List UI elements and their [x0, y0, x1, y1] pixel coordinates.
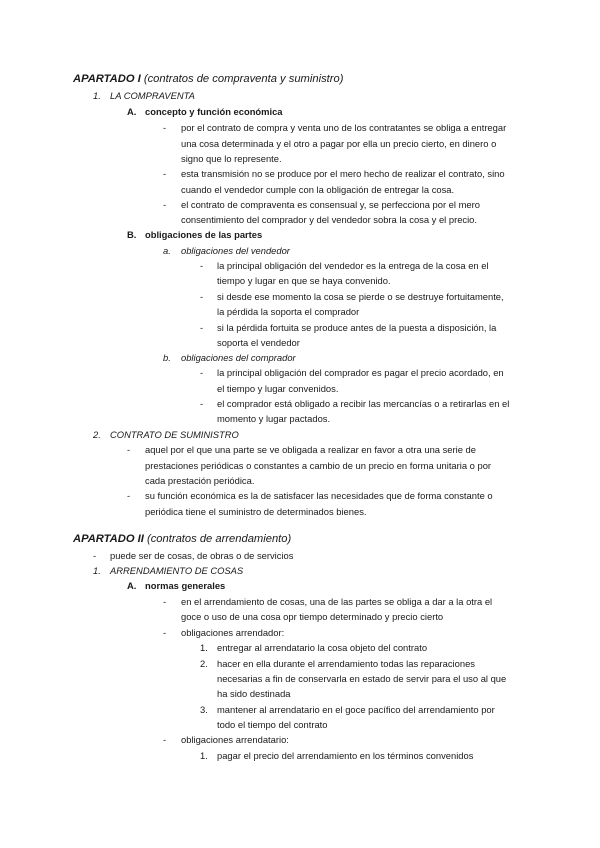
paragraph-line: todo el tiempo del contrato [217, 719, 328, 730]
subsection-b-letter: B. [127, 229, 137, 240]
paragraph-line: el contrato de compraventa es consensual y, se perfecciona por el mero [181, 199, 480, 210]
paragraph-line: la pérdida la soporta el comprador [217, 306, 360, 317]
paragraph-line: soporta el vendedor [217, 337, 300, 348]
bullet-dash: - [200, 367, 204, 378]
paragraph-line: cada prestación periódica. [145, 475, 255, 486]
section-2-number: 2. [93, 429, 101, 440]
section-1-title: ARRENDAMIENTO DE COSAS [110, 565, 244, 576]
subsection-a-title: normas generales [145, 580, 226, 591]
list-number: 2. [200, 658, 208, 669]
paragraph-line: hacer en ella durante el arrendamiento todas las reparaciones [217, 658, 475, 669]
bullet-dash: - [127, 490, 131, 501]
paragraph-line: cuando el vendedor cumple con la obligación de entregar la cosa. [181, 184, 455, 195]
list-number: 3. [200, 704, 208, 715]
bullet-dash: - [163, 122, 167, 133]
paragraph-line: una cosa determinada y el otro a pagar por ella un precio cierto, en dinero o [181, 138, 497, 149]
paragraph-line: goce o uso de una cosa opr tiempo determinado y precio cierto [181, 611, 444, 622]
bullet-dash: - [200, 398, 204, 409]
bullet-dash: - [93, 550, 97, 561]
bullet-dash: - [163, 596, 167, 607]
bullet-dash: - [163, 734, 167, 745]
subsection-a-letter: A. [127, 106, 137, 117]
section-1-number: 1. [93, 90, 101, 101]
item-b-title: obligaciones del comprador [181, 352, 296, 363]
paragraph-line: la principal obligación del comprador es pagar el precio acordado, en [217, 367, 504, 378]
paragraph-line: periódica tiene el suministro de determinados bienes. [145, 506, 367, 517]
bullet-dash: - [163, 168, 167, 179]
paragraph-line: aquel por el que una parte se ve obligada a realizar en favor a otra una serie de [145, 444, 476, 455]
bullet-dash: - [200, 322, 204, 333]
paragraph-line: necesarias a fin de conservarla en estado de servir para el uso al que [217, 673, 507, 684]
bullet-dash: - [200, 260, 204, 271]
list-number: 1. [200, 642, 208, 653]
paragraph-line: pagar el precio del arrendamiento en los términos convenidos [217, 750, 474, 761]
paragraph-line: ha sido destinada [217, 688, 291, 699]
paragraph-line: mantener al arrendatario en el goce pacífico del arrendamiento por [217, 704, 495, 715]
paragraph-line: obligaciones arrendatario: [181, 734, 289, 745]
list-number: 1. [200, 750, 208, 761]
paragraph-line: esta transmisión no se produce por el mero hecho de realizar el contrato, sino [181, 168, 505, 179]
section-1-title: LA COMPRAVENTA [110, 90, 195, 101]
item-b-letter: b. [163, 352, 171, 363]
subsection-b-title: obligaciones de las partes [145, 229, 263, 240]
bullet-dash: - [163, 627, 167, 638]
paragraph-line: su función económica es la de satisfacer las necesidades que de forma constante o [145, 490, 493, 501]
paragraph-line: el comprador está obligado a recibir las mercancías o a retirarlas en el [217, 398, 510, 409]
bullet-dash: - [127, 444, 131, 455]
section-1-number: 1. [93, 565, 101, 576]
paragraph-line: momento y lugar pactados. [217, 413, 331, 424]
bullet-dash: - [200, 291, 204, 302]
paragraph-line: el tiempo y lugar convenidos. [217, 383, 339, 394]
paragraph-line: si la pérdida fortuita se produce antes de la puesta a disposición, la [217, 322, 497, 333]
paragraph-line: la principal obligación del vendedor es la entrega de la cosa en el [217, 260, 489, 271]
subsection-a-letter: A. [127, 580, 137, 591]
subsection-a-title: concepto y función económica [145, 106, 283, 117]
section-2-title: CONTRATO DE SUMINISTRO [110, 429, 239, 440]
paragraph-line: en el arrendamiento de cosas, una de las partes se obliga a dar a la otra el [181, 596, 493, 607]
paragraph-line: prestaciones periódicas o constantes a cambio de un precio en forma unitaria o por [145, 460, 492, 471]
intro-line: puede ser de cosas, de obras o de servicios [110, 550, 294, 561]
bullet-dash: - [163, 199, 167, 210]
item-a-title: obligaciones del vendedor [181, 245, 290, 256]
paragraph-line: obligaciones arrendador: [181, 627, 285, 638]
item-a-letter: a. [163, 245, 171, 256]
apartado-2-heading: APARTADO II (contratos de arrendamiento) [73, 533, 292, 545]
paragraph-line: si desde ese momento la cosa se pierde o se destruye fortuitamente, [217, 291, 504, 302]
apartado-1-heading: APARTADO I (contratos de compraventa y suministro) [73, 73, 344, 85]
paragraph-line: por el contrato de compra y venta uno de los contratantes se obliga a entregar [181, 122, 507, 133]
paragraph-line: consentimiento del comprador y del vendedor sobra la cosa y el precio. [181, 214, 477, 225]
paragraph-line: tiempo y lugar en que se haya convenido. [217, 275, 391, 286]
paragraph-line: signo que lo represente. [181, 153, 282, 164]
paragraph-line: entregar al arrendatario la cosa objeto del contrato [217, 642, 428, 653]
